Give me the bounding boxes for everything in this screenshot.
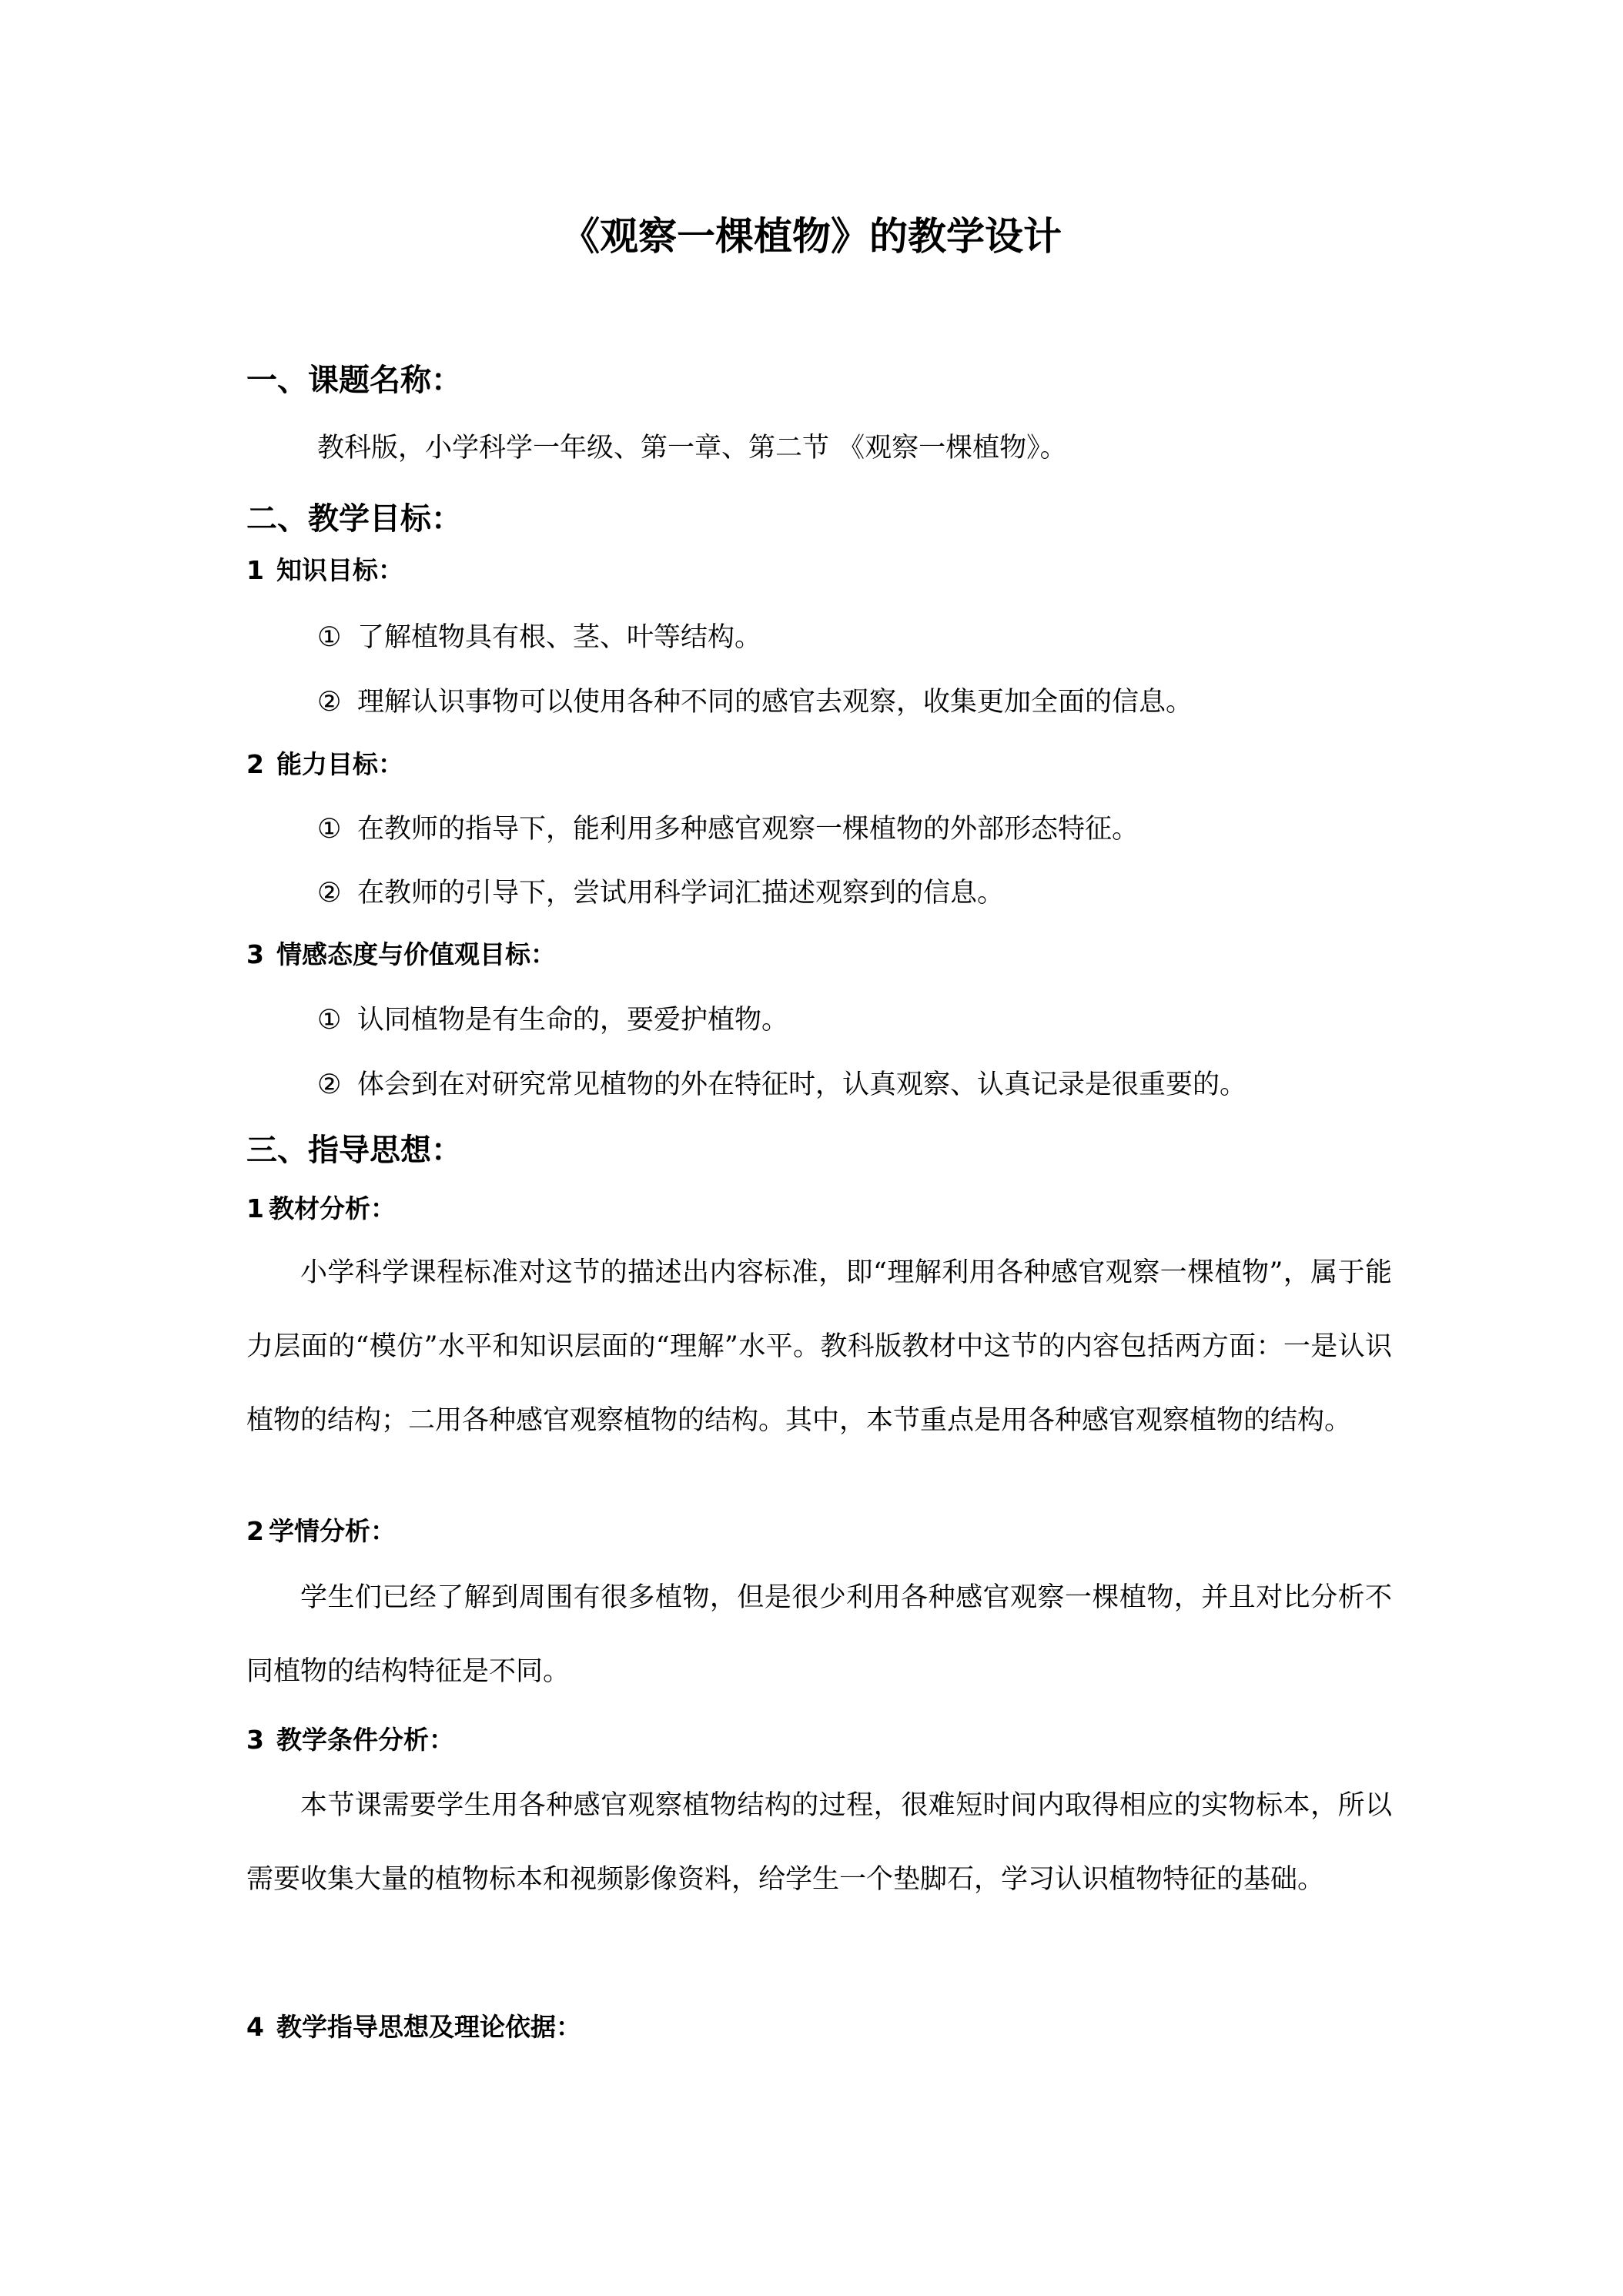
subheading-conditions-analysis bbox=[246, 1722, 454, 1758]
subheading-number: 2 bbox=[246, 1516, 264, 1546]
item-marker: ② bbox=[317, 1069, 342, 1100]
paragraph-textbook-analysis: 小学科学课程标准对这节的描述出内容标准，即“理解利用各种感官观察一棵植物”，属于能力层面的“模仿”水平和知识层面的“理解”水平。教科版教材中这节的内容包括两方面：一是认识植物的结构；二用各种感官观察植物的结构。其中，本节重点是用各种感官观察植物的结构。 bbox=[246, 1257, 1392, 1436]
item-text: 了解植物具有根、茎、叶等结构。 bbox=[357, 622, 762, 653]
subheading-label: 能力目标： bbox=[276, 749, 403, 779]
list-item bbox=[317, 683, 1193, 721]
item-text: 认同植物是有生命的，要爱护植物。 bbox=[357, 1005, 789, 1036]
document-title: 《观察一棵植物》的教学设计 bbox=[561, 214, 1062, 259]
list-item bbox=[317, 1066, 1247, 1104]
list-item bbox=[317, 874, 1004, 912]
subheading-ability-goals bbox=[246, 747, 403, 782]
list-item bbox=[317, 1001, 788, 1039]
subheading-label: 教学条件分析： bbox=[276, 1725, 454, 1755]
subheading-label: 学情分析： bbox=[268, 1516, 396, 1546]
subheading-label: 知识目标： bbox=[276, 555, 403, 585]
subheading-student-analysis bbox=[246, 1514, 396, 1549]
subheading-knowledge-goals bbox=[246, 553, 403, 588]
subheading-label: 教材分析： bbox=[268, 1193, 396, 1223]
item-marker: ② bbox=[317, 687, 342, 718]
list-item bbox=[317, 618, 761, 657]
topic-text: 教科版，小学科学一年级、第一章、第二节 《观察一棵植物》。 bbox=[317, 433, 1067, 464]
item-text: 理解认识事物可以使用各种不同的感官去观察，收集更加全面的信息。 bbox=[357, 687, 1193, 718]
subheading-attitude-goals bbox=[246, 937, 556, 972]
item-text: 在教师的引导下，尝试用科学词汇描述观察到的信息。 bbox=[357, 878, 1005, 909]
item-text: 体会到在对研究常见植物的外在特征时，认真观察、认真记录是很重要的。 bbox=[357, 1069, 1247, 1100]
subheading-label: 情感态度与价值观目标： bbox=[276, 939, 556, 969]
section-heading-topic: 一、课题名称： bbox=[246, 363, 462, 398]
item-text: 在教师的指导下，能利用多种感官观察一棵植物的外部形态特征。 bbox=[357, 814, 1139, 845]
subheading-label: 教学指导思想及理论依据： bbox=[276, 2012, 581, 2042]
paragraph-conditions-analysis: 本节课需要学生用各种感官观察植物结构的过程，很难短时间内取得相应的实物标本，所以需要收集大量的植物标本和视频影像资料，给学生一个垫脚石，学习认识植物特征的基础。 bbox=[246, 1790, 1392, 1895]
section-heading-goals: 二、教学目标： bbox=[246, 501, 462, 537]
subheading-guiding-theory bbox=[246, 2010, 581, 2045]
item-marker: ① bbox=[317, 814, 342, 845]
subheading-number: 1 bbox=[246, 1193, 264, 1223]
list-item bbox=[317, 810, 1139, 848]
subheading-number: 1 bbox=[246, 555, 264, 585]
subheading-number: 3 bbox=[246, 1725, 264, 1755]
item-marker: ② bbox=[317, 878, 342, 909]
item-marker: ① bbox=[317, 622, 342, 653]
section-heading-guiding-ideas: 三、指导思想： bbox=[246, 1133, 462, 1168]
subheading-number: 3 bbox=[246, 939, 264, 969]
subheading-number: 4 bbox=[246, 2012, 264, 2042]
subheading-textbook-analysis bbox=[246, 1191, 396, 1227]
paragraph-student-analysis: 学生们已经了解到周围有很多植物，但是很少利用各种感官观察一棵植物，并且对比分析不同植物的结构特征是不同。 bbox=[246, 1582, 1392, 1687]
subheading-number: 2 bbox=[246, 749, 264, 779]
item-marker: ① bbox=[317, 1005, 342, 1036]
